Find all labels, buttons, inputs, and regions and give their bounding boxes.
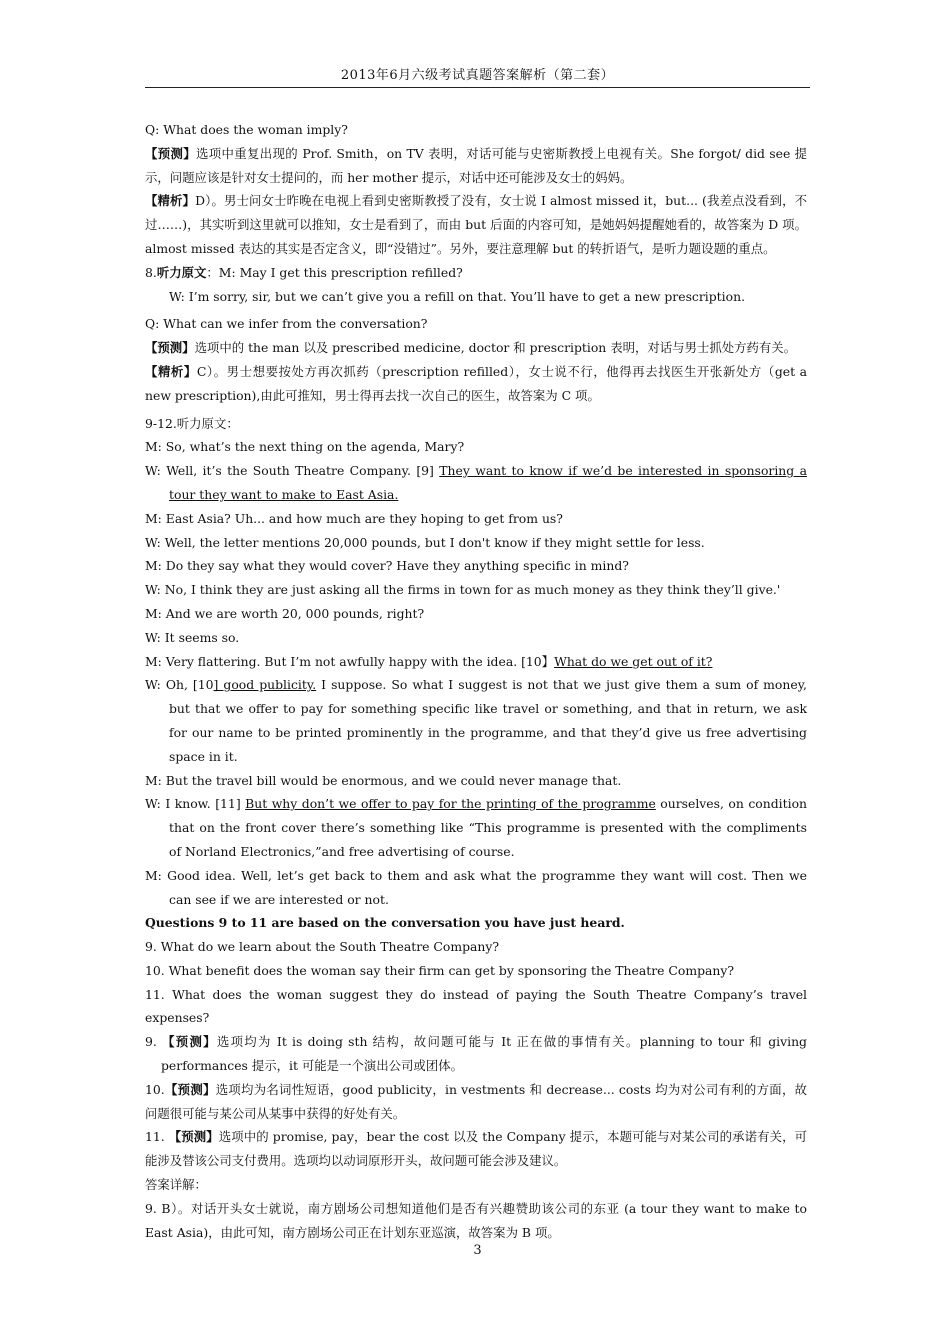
q8-prediction — [145, 336, 807, 360]
q8-analysis — [145, 360, 807, 408]
prediction-9 — [145, 1030, 807, 1078]
analysis-text: C）。男士想要按处方再次抓药（prescription refilled），女士说不行，他得再去找医生开张新处方（get a new prescription),由此可推知，男士得再去找一次自己的医生，故答案为 C 项。 — [145, 363, 808, 403]
dialogue-line: W: No, I think they are just asking all the firms in town for as much money as they think they’ll give.' — [145, 582, 781, 598]
dialogue-text: ourselves, on condition that on the front cover there’s something like “This programme is presented with the compliments of Norland Electronics,”and free advertising of course. — [169, 796, 808, 859]
prediction-11 — [145, 1125, 807, 1173]
prediction-tag: 【预测】 — [145, 340, 195, 356]
underlined-key-sentence: What do we get out of it? — [554, 653, 713, 669]
prediction-10 — [145, 1078, 807, 1126]
prediction-text: 选项中重复出现的 Prof. Smith，on TV 表明，对话可能与史密斯教授上电视有关。She forgot/ did see 提示，问题应该是针对女士提问的，而 her mother 提示，对话中还可能涉及女士的妈妈。 — [145, 145, 808, 185]
dialogue-line — [145, 459, 807, 507]
dialogue-line: W: Well, the letter mentions 20,000 pounds, but I don't know if they might settle for less. — [145, 534, 705, 550]
dialogue-line: M: Good idea. Well, let’s get back to them and ask what the programme they want will cost. Then we can see if we are interested or not. — [145, 867, 807, 907]
page-header-title: 2013年6月六级考试真题答案解析（第二套） — [340, 68, 615, 83]
page-number: 3 — [473, 1243, 482, 1258]
dialogue-text: I suppose. So what I suggest is not that we just give them a sum of money, but that we offer to pay for something specific like travel or something, and that in return, we ask for our name to be printed prominently in the programme, and that they’d give us free advertising space in it. — [169, 677, 807, 764]
question-9: 9. What do we learn about the South Theatre Company? — [145, 939, 500, 955]
dialogue-line: M: So, what’s the next thing on the agenda, Mary? — [145, 439, 465, 455]
q7-analysis — [145, 189, 807, 260]
prediction-text: 选项中的 the man 以及 prescribed medicine, doctor 和 prescription 表明，对话与男士抓处方药有关。 — [194, 340, 797, 356]
answers-heading: 答案详解： — [145, 1177, 207, 1193]
prediction-tag: 【预测】 — [145, 145, 197, 161]
underlined-key-sentence: ] good publicity. — [213, 677, 317, 693]
dialogue-line: M: Do they say what they would cover? Have they anything specific in mind? — [145, 558, 629, 574]
analysis-tag: 【精析】 — [145, 363, 197, 379]
question-11: 11. What does the woman suggest they do instead of paying the South Theatre Company’s travel expenses? — [145, 986, 807, 1026]
answer-9: 9. B）。对话开头女士就说，南方剧场公司想知道他们是否有兴趣赞助该公司的东亚 (a tour they want to make to East Asia)，由此可知，南方剧场公司正在计划东亚巡演，故答案为 B 项。 — [145, 1200, 807, 1240]
conversation-heading: 9-12.听力原文： — [145, 415, 239, 431]
q8-heading — [145, 261, 807, 285]
q8-number: 8. — [145, 264, 157, 280]
dialogue-line: M: East Asia? Uh... and how much are they hoping to get from us? — [145, 510, 563, 526]
header-rule — [145, 87, 810, 88]
q8-line-w: W: I’m sorry, sir, but we can’t give you a refill on that. You’ll have to get a new prescription. — [169, 288, 746, 304]
q8-question: Q: What can we infer from the conversation? — [145, 316, 428, 332]
underlined-key-sentence: But why don’t we offer to pay for the printing of the programme — [245, 796, 656, 812]
q8-line-m: ：M: May I get this prescription refilled? — [206, 264, 463, 280]
dialogue-text: W: Well, it’s the South Theatre Company. [9] — [145, 463, 440, 479]
item-number: 10. — [145, 1081, 165, 1097]
dialogue-text: M: Very flattering. But I’m not awfully happy with the idea. [10】 — [145, 653, 555, 669]
prediction-tag: 【预测】 — [162, 1034, 217, 1050]
analysis-tag: 【精析】 — [145, 193, 196, 209]
prediction-text: 选项均为 It is doing sth 结构，故问题可能与 It 正在做的事情有关。planning to tour 和 giving performances 提示，it 可能是一个演出公司或团体。 — [161, 1034, 807, 1074]
dialogue-line — [145, 792, 807, 863]
dialogue-text: W: Oh, [10 — [145, 677, 214, 693]
item-number: 11. — [145, 1129, 169, 1145]
dialogue-text: W: I know. [11] — [145, 796, 246, 812]
questions-heading: Questions 9 to 11 are based on the conversation you have just heard. — [145, 915, 625, 931]
analysis-text: D）。男士问女士昨晚在电视上看到史密斯教授了没有，女士说 I almost missed it，but... (我差点没看到，不过……)，其实听到这里就可以推知，女士是看到了，而由 but 后面的内容可知，是她妈妈提醒她看的，故答案为 D 项。almost missed 表达的其实是否定含义，即“没错过”。另外，要注意理解 but 的转折语气，是听力题设题的重点。 — [145, 193, 807, 256]
q7-prediction — [145, 142, 807, 190]
prediction-text: 选项均为名词性短语，good publicity，in vestments 和 decrease... costs 均为对公司有利的方面，故问题很可能与某公司从某事中获得的好处有关。 — [145, 1081, 808, 1121]
dialogue-line: W: It seems so. — [145, 629, 240, 645]
item-number: 9. — [145, 1034, 163, 1050]
dialogue-line — [145, 673, 807, 768]
dialogue-line: M: And we are worth 20, 000 pounds, right? — [145, 605, 425, 621]
prediction-text: 选项中的 promise, pay，bear the cost 以及 the Company 提示，本题可能与对某公司的承诺有关，可能涉及替该公司支付费用。选项均以动词原形开头，故问题可能会涉及建议。 — [145, 1129, 807, 1169]
dialogue-line: M: But the travel bill would be enormous, and we could never manage that. — [145, 772, 622, 788]
q7-question: Q: What does the woman imply? — [145, 122, 348, 137]
prediction-tag: 【预测】 — [164, 1081, 216, 1097]
q8-label: 听力原文 — [156, 264, 207, 280]
prediction-tag: 【预测】 — [168, 1129, 219, 1145]
underlined-key-sentence: They want to know if we’d be interested in sponsoring a tour they want to make to East Asia. — [169, 463, 807, 502]
question-10: 10. What benefit does the woman say their firm can get by sponsoring the Theatre Company? — [145, 962, 735, 978]
dialogue-line — [145, 650, 807, 674]
page-content — [145, 118, 807, 1244]
